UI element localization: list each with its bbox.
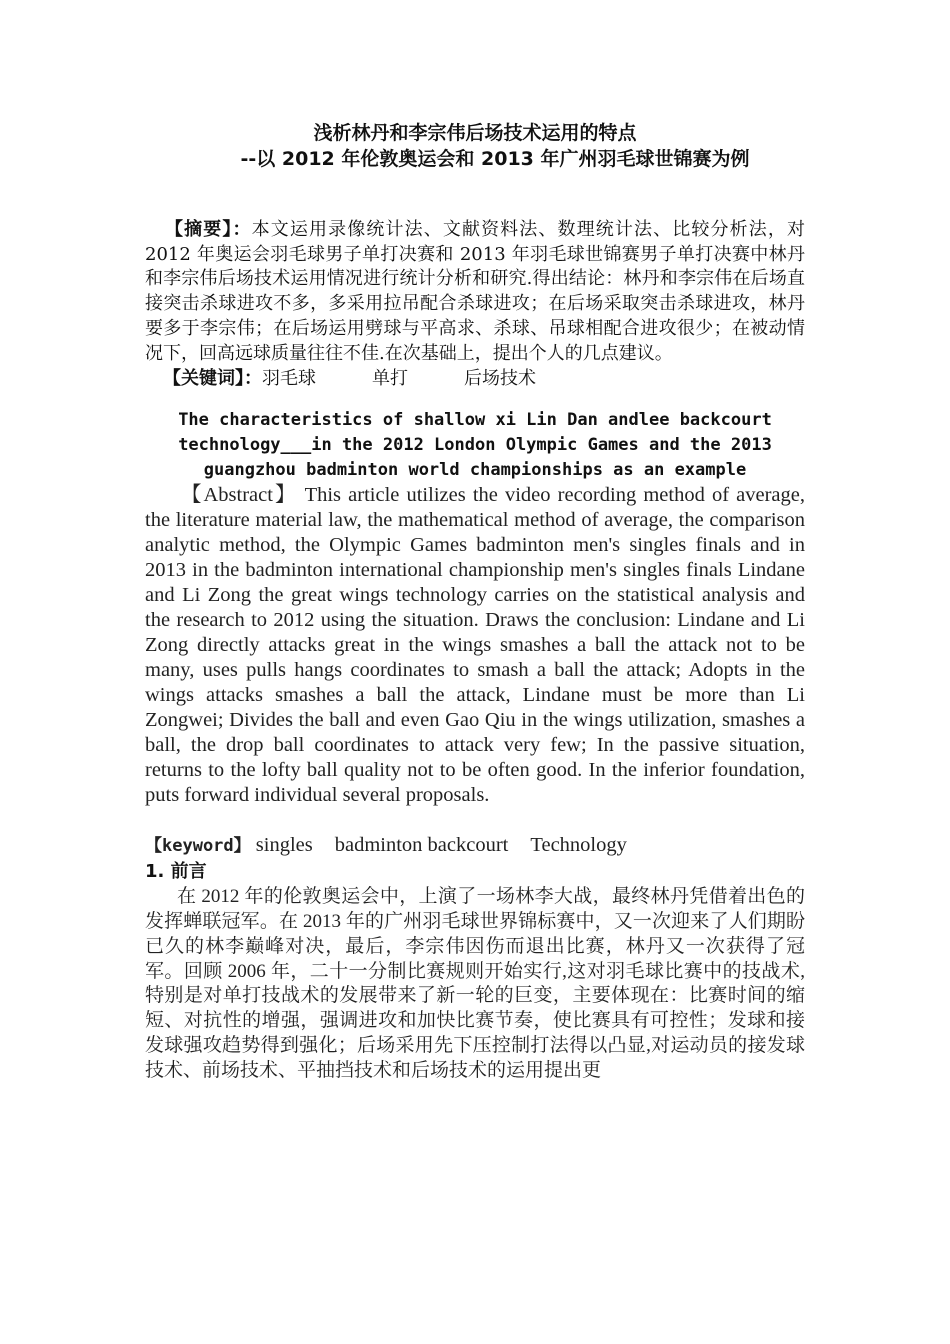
document-page: [145, 120, 805, 1084]
keywords-en-label: 【keyword】: [145, 836, 251, 857]
keyword-en-item: badminton backcourt: [334, 834, 509, 857]
keyword-cn-item: 羽毛球: [262, 368, 316, 390]
keyword-en-item: singles: [255, 834, 313, 857]
section-body: 在 2012 年的伦敦奥运会中，上演了一场林李大战，最终林丹凭借着出色的发挥蝉联冠军。在 2013 年的广州羽毛球世界锦标赛中，又一次迎来了人们期盼已久的林李巅峰对决，最后，李宗伟因伤而退出比赛，林丹又一次获得了冠军。回顾 2006 年，二十一分制比赛规则开始实行,这对羽毛球比赛中的技战术,特别是对单打技战术的发展带来了新一轮的巨变，主要体现在：比赛时间的缩短、对抗性的增强，强调进攻和加快比赛节奏，使比赛具有可控性；发球和接发球强攻趋势得到强化；后场采用先下压控制打法得以凸显,对运动员的接发球技术、前场技术、平抽挡技术和后场技术的运用提出更: [145, 886, 805, 1081]
abstract-cn-text: 本文运用录像统计法、文献资料法、数理统计法、比较分析法，对 2012 年奥运会羽毛球男子单打决赛和 2013 年羽毛球世锦赛男子单打决赛中林丹和李宗伟后场技术运用情况进行统计分析和研究.得出结论：林丹和李宗伟在后场直接突击杀球进攻不多，多采用拉吊配合杀球进攻；在后场采取突击杀球进攻，林丹要多于李宗伟；在后场运用劈球与平高求、杀球、吊球相配合进攻很少；在被动情况下，回高远球质量往往不佳.在次基础上，提出个人的几点建议。: [145, 219, 806, 364]
abstract-cn-label: 【摘要】：: [165, 219, 252, 240]
paper-title: [145, 120, 805, 172]
section-heading: 1. 前言: [145, 861, 207, 883]
abstract-en: [145, 483, 805, 808]
keyword-cn-item: 后场技术: [464, 368, 536, 390]
title-main: 浅析林丹和李宗伟后场技术运用的特点: [313, 122, 637, 144]
keyword-en-item: Technology: [530, 834, 627, 857]
title-en: The characteristics of shallow xi Lin Dan andlee backcourt technology___in the 2012 London Olympic Games and the 2013 guangzhou badminton world championships as an example: [178, 410, 772, 481]
keywords-cn-label: 【关键词】：: [163, 368, 262, 390]
keyword-cn-item: 单打: [372, 368, 408, 390]
abstract-en-text: This article utilizes the video recording method of average, the literature material law, the mathematical method of average, the comparison analytic method, the Olympic Games badminton men's singles finals and in 2013 in the badminton international championship men's singles finals Lindane and Li Zong the great wings technology carries on the statistical analysis and the research to 2012 using the situation. Draws the conclusion: Lindane and Li Zong directly attacks great in the wings smashes a ball the attack not to be many, uses pulls hangs coordinates to smash a ball the attack; Adopts in the wings attacks smashes a ball the attack, Lindane must be more than Li Zongwei; Divides the ball and even Gao Qiu in the wings utilization, smashes a ball, the drop ball coordinates to attack very few; In the passive situation, returns to the lofty ball quality not to be often good. In the inferior foundation, puts forward individual several proposals.: [145, 484, 805, 807]
abstract-cn: [145, 218, 805, 366]
keywords-en: [145, 833, 805, 859]
abstract-en-label: 【Abstract】: [181, 484, 298, 507]
title-subtitle: --以 2012 年伦敦奥运会和 2013 年广州羽毛球世锦赛为例: [240, 148, 750, 170]
keywords-cn: [145, 366, 805, 392]
